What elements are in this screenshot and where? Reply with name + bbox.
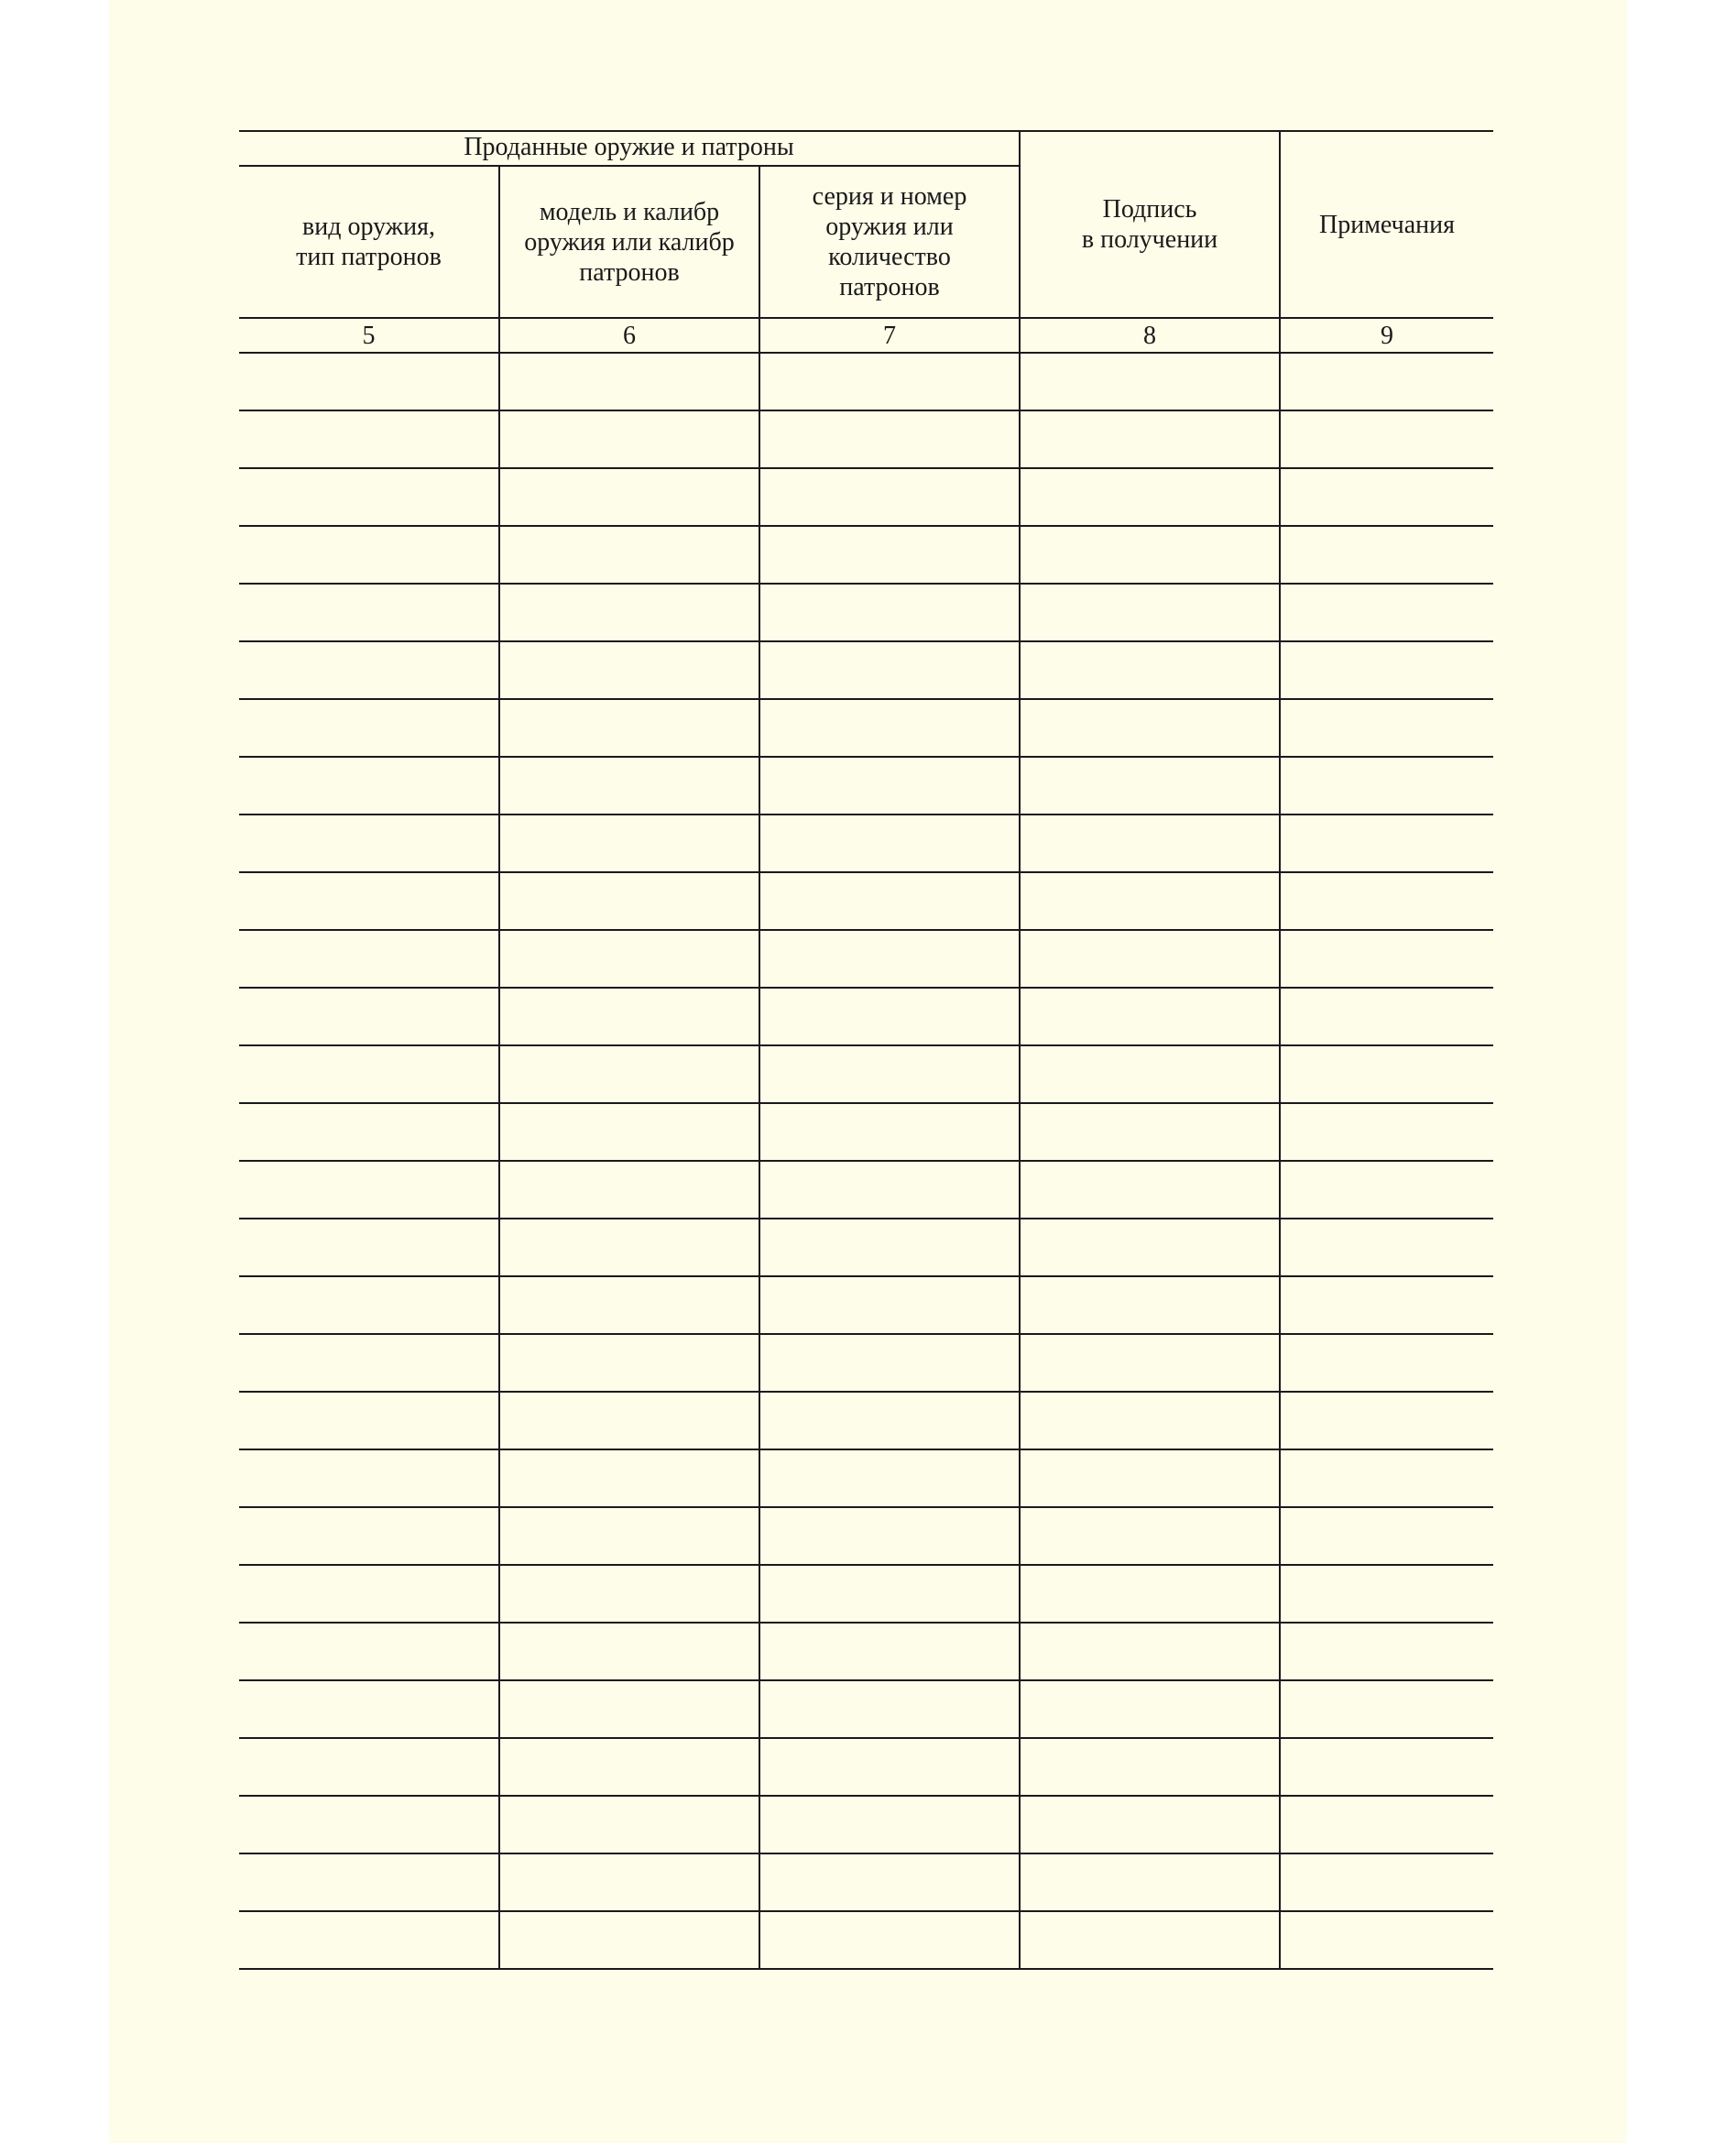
table-row bbox=[239, 641, 1493, 699]
table-cell bbox=[239, 1738, 499, 1796]
column-header-model-caliber-label: модель и калибр оружия или калибр патронов bbox=[524, 197, 735, 287]
table-cell bbox=[1280, 1853, 1493, 1911]
table-cell bbox=[759, 1334, 1020, 1392]
table-cell bbox=[239, 584, 499, 641]
table-cell bbox=[499, 757, 759, 815]
column-header-weapon-type bbox=[239, 166, 499, 318]
table-cell bbox=[759, 988, 1020, 1045]
table-cell bbox=[1280, 1680, 1493, 1738]
table-cell bbox=[499, 1565, 759, 1623]
table-row bbox=[239, 353, 1493, 410]
table-cell bbox=[239, 1853, 499, 1911]
table-cell bbox=[759, 1911, 1020, 1969]
table-cell bbox=[1280, 1045, 1493, 1103]
table-cell bbox=[1020, 1045, 1280, 1103]
table-cell bbox=[1020, 930, 1280, 988]
table-cell bbox=[239, 699, 499, 757]
table-cell bbox=[1020, 1623, 1280, 1680]
table-row bbox=[239, 1738, 1493, 1796]
table-row bbox=[239, 1103, 1493, 1161]
table-cell bbox=[499, 1911, 759, 1969]
table-row bbox=[239, 468, 1493, 526]
column-header-signature bbox=[1020, 131, 1280, 318]
table-cell bbox=[239, 930, 499, 988]
table-cell bbox=[239, 1161, 499, 1219]
table-row bbox=[239, 1680, 1493, 1738]
group-header-label: Проданные оружие и патроны bbox=[464, 133, 794, 161]
table-cell bbox=[1280, 353, 1493, 410]
table-cell bbox=[1280, 1103, 1493, 1161]
table-cell bbox=[499, 1680, 759, 1738]
table-cell bbox=[1020, 815, 1280, 872]
table-row bbox=[239, 1334, 1493, 1392]
table-cell bbox=[1280, 1276, 1493, 1334]
table-cell bbox=[1020, 468, 1280, 526]
table-cell bbox=[499, 988, 759, 1045]
table-cell bbox=[759, 1392, 1020, 1449]
table-cell bbox=[759, 468, 1020, 526]
column-header-signature-label: Подпись в получении bbox=[1081, 195, 1218, 254]
table-row bbox=[239, 757, 1493, 815]
table-cell bbox=[759, 353, 1020, 410]
table-cell bbox=[759, 1565, 1020, 1623]
table-cell bbox=[1020, 757, 1280, 815]
table-cell bbox=[1280, 526, 1493, 584]
table-row bbox=[239, 1853, 1493, 1911]
table-cell bbox=[759, 1796, 1020, 1853]
table-cell bbox=[759, 1276, 1020, 1334]
table-cell bbox=[759, 930, 1020, 988]
table-cell bbox=[759, 1219, 1020, 1276]
table-row bbox=[239, 1161, 1493, 1219]
table-row bbox=[239, 1276, 1493, 1334]
table-cell bbox=[759, 1507, 1020, 1565]
table-cell bbox=[1280, 1738, 1493, 1796]
table-cell bbox=[1020, 1276, 1280, 1334]
table-row bbox=[239, 410, 1493, 468]
table-row bbox=[239, 872, 1493, 930]
table-cell bbox=[239, 468, 499, 526]
table-row bbox=[239, 815, 1493, 872]
table-cell bbox=[499, 584, 759, 641]
table-cell bbox=[1020, 1911, 1280, 1969]
table-cell bbox=[239, 410, 499, 468]
table-cell bbox=[759, 1103, 1020, 1161]
table-cell bbox=[1280, 584, 1493, 641]
table-cell bbox=[1280, 1796, 1493, 1853]
table-cell bbox=[1280, 641, 1493, 699]
table-cell bbox=[239, 988, 499, 1045]
table-cell bbox=[1020, 1680, 1280, 1738]
table-cell bbox=[759, 1738, 1020, 1796]
table-cell bbox=[759, 410, 1020, 468]
table-cell bbox=[759, 526, 1020, 584]
table-cell bbox=[239, 1680, 499, 1738]
table-cell bbox=[239, 1276, 499, 1334]
column-header-weapon-type-label: вид оружия, тип патронов bbox=[296, 213, 442, 271]
column-number-8: 8 bbox=[1020, 318, 1280, 353]
table-cell bbox=[499, 1623, 759, 1680]
column-number-5: 5 bbox=[239, 318, 499, 353]
table-cell bbox=[1020, 410, 1280, 468]
table-cell bbox=[499, 699, 759, 757]
table-cell bbox=[1280, 1911, 1493, 1969]
table-row bbox=[239, 1392, 1493, 1449]
table-cell bbox=[499, 930, 759, 988]
document-page bbox=[109, 0, 1627, 2143]
table-row bbox=[239, 1449, 1493, 1507]
column-header-notes bbox=[1280, 131, 1493, 318]
table-cell bbox=[759, 757, 1020, 815]
table-cell bbox=[499, 815, 759, 872]
table-cell bbox=[759, 641, 1020, 699]
table-cell bbox=[239, 353, 499, 410]
table-cell bbox=[759, 1161, 1020, 1219]
table-cell bbox=[1020, 988, 1280, 1045]
column-number-9: 9 bbox=[1280, 318, 1493, 353]
table-cell bbox=[1280, 930, 1493, 988]
table-cell bbox=[1280, 1449, 1493, 1507]
table-cell bbox=[1280, 410, 1493, 468]
table-cell bbox=[1280, 1392, 1493, 1449]
table-cell bbox=[1020, 1853, 1280, 1911]
weapons-register-table bbox=[239, 130, 1493, 1970]
table-cell bbox=[499, 1161, 759, 1219]
table-row bbox=[239, 988, 1493, 1045]
column-number-7: 7 bbox=[759, 318, 1020, 353]
table-row bbox=[239, 1507, 1493, 1565]
table-row bbox=[239, 930, 1493, 988]
table-cell bbox=[499, 1449, 759, 1507]
table-cell bbox=[1020, 1334, 1280, 1392]
table-cell bbox=[239, 1796, 499, 1853]
table-cell bbox=[239, 1219, 499, 1276]
table-cell bbox=[239, 1507, 499, 1565]
table-row bbox=[239, 526, 1493, 584]
table-cell bbox=[239, 1623, 499, 1680]
table-cell bbox=[1020, 641, 1280, 699]
table-cell bbox=[1020, 1103, 1280, 1161]
table-cell bbox=[1280, 1623, 1493, 1680]
table-cell bbox=[239, 1392, 499, 1449]
table-cell bbox=[1280, 757, 1493, 815]
table-row bbox=[239, 1623, 1493, 1680]
column-header-serial-quantity-label: серия и номер оружия или количество патронов bbox=[812, 182, 967, 301]
table-cell bbox=[759, 1623, 1020, 1680]
table-cell bbox=[239, 1045, 499, 1103]
table-cell bbox=[499, 410, 759, 468]
table-cell bbox=[1280, 1334, 1493, 1392]
table-row bbox=[239, 1045, 1493, 1103]
table-cell bbox=[1020, 1507, 1280, 1565]
column-header-notes-label: Примечания bbox=[1319, 210, 1456, 239]
table-cell bbox=[1280, 699, 1493, 757]
group-header-row bbox=[239, 131, 1493, 166]
table-cell bbox=[1020, 1392, 1280, 1449]
table-cell bbox=[759, 1449, 1020, 1507]
table-row bbox=[239, 584, 1493, 641]
table-cell bbox=[1280, 988, 1493, 1045]
group-header-sold-weapons bbox=[239, 131, 1020, 166]
table-cell bbox=[499, 1103, 759, 1161]
table-cell bbox=[759, 1680, 1020, 1738]
table-cell bbox=[499, 641, 759, 699]
table-cell bbox=[239, 757, 499, 815]
table-cell bbox=[499, 353, 759, 410]
table-cell bbox=[1280, 1161, 1493, 1219]
table-cell bbox=[499, 468, 759, 526]
table-cell bbox=[239, 1449, 499, 1507]
table-cell bbox=[499, 1392, 759, 1449]
table-cell bbox=[1020, 584, 1280, 641]
table-cell bbox=[759, 872, 1020, 930]
table-row bbox=[239, 1911, 1493, 1969]
table-cell bbox=[1280, 1507, 1493, 1565]
table-cell bbox=[239, 1103, 499, 1161]
table-cell bbox=[1280, 468, 1493, 526]
table-cell bbox=[759, 699, 1020, 757]
column-number-row bbox=[239, 318, 1493, 353]
table-cell bbox=[1020, 1161, 1280, 1219]
table-cell bbox=[1280, 1565, 1493, 1623]
table-cell bbox=[499, 1276, 759, 1334]
table-cell bbox=[239, 1565, 499, 1623]
table-cell bbox=[499, 1738, 759, 1796]
table-cell bbox=[1020, 872, 1280, 930]
table-cell bbox=[759, 1045, 1020, 1103]
table-cell bbox=[1020, 353, 1280, 410]
column-header-serial-quantity bbox=[759, 166, 1020, 318]
table-cell bbox=[1280, 815, 1493, 872]
table-row bbox=[239, 1796, 1493, 1853]
table-row bbox=[239, 699, 1493, 757]
table-cell bbox=[499, 1507, 759, 1565]
table-cell bbox=[499, 1334, 759, 1392]
table-cell bbox=[1020, 526, 1280, 584]
table-cell bbox=[499, 872, 759, 930]
table-cell bbox=[499, 1045, 759, 1103]
table-cell bbox=[499, 1796, 759, 1853]
table-cell bbox=[759, 815, 1020, 872]
table-cell bbox=[499, 526, 759, 584]
table-cell bbox=[759, 584, 1020, 641]
table-cell bbox=[1020, 1565, 1280, 1623]
table-cell bbox=[239, 526, 499, 584]
table-cell bbox=[1020, 1738, 1280, 1796]
table-cell bbox=[1280, 1219, 1493, 1276]
table-row bbox=[239, 1219, 1493, 1276]
table-cell bbox=[1020, 1219, 1280, 1276]
table-cell bbox=[239, 641, 499, 699]
table-cell bbox=[239, 815, 499, 872]
table-row bbox=[239, 1565, 1493, 1623]
column-header-model-caliber bbox=[499, 166, 759, 318]
table-cell bbox=[499, 1853, 759, 1911]
column-number-6: 6 bbox=[499, 318, 759, 353]
table-cell bbox=[759, 1853, 1020, 1911]
table-cell bbox=[1020, 1449, 1280, 1507]
table-cell bbox=[239, 872, 499, 930]
table-cell bbox=[499, 1219, 759, 1276]
table-cell bbox=[1020, 699, 1280, 757]
table-cell bbox=[1020, 1796, 1280, 1853]
table-cell bbox=[1280, 872, 1493, 930]
table-cell bbox=[239, 1911, 499, 1969]
table-cell bbox=[239, 1334, 499, 1392]
